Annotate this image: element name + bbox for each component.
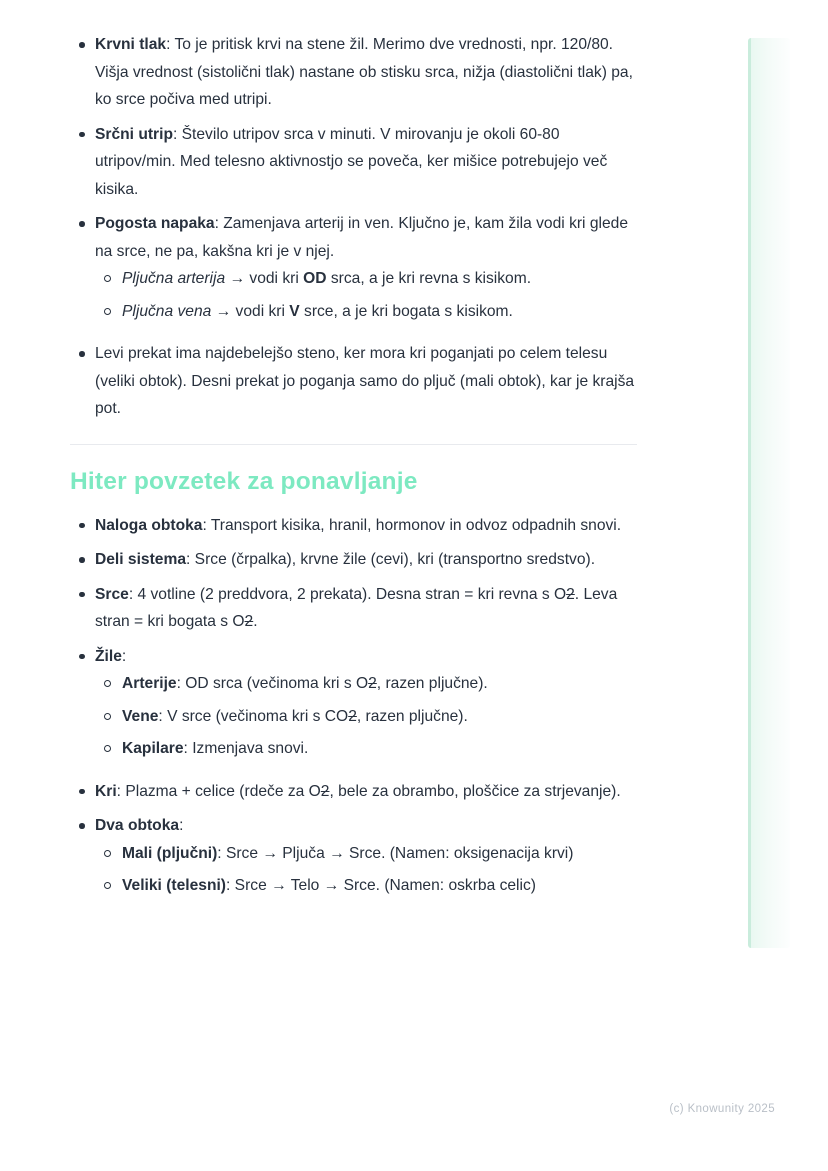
bullet-item <box>70 340 637 423</box>
text-segment: . <box>253 613 258 630</box>
text-segment: Kri <box>95 782 117 800</box>
text-segment: V <box>289 302 300 320</box>
bullet-item <box>70 643 637 771</box>
text-segment: Naloga obtoka <box>95 516 203 534</box>
text-segment: , bele za obrambo, ploščice za strjevanje). <box>329 782 621 800</box>
text-segment: : V srce (večinoma kri s CO <box>158 707 349 725</box>
sub-bullet-item <box>95 298 637 326</box>
text-segment: : 4 votline (2 preddvora, 2 prekata). Desna stran = kri revna s O <box>128 585 567 603</box>
text-segment: 2 <box>244 613 254 630</box>
text-segment: Deli sistema <box>95 551 187 568</box>
sub-bullet-item <box>95 872 637 900</box>
text-segment: : Srce (črpalka), krvne žile (cevi), kri (transportno sredstvo). <box>186 551 596 568</box>
sub-bullet-list <box>95 840 637 908</box>
text-segment: : Srce → Telo → Srce. (Namen: oskrba celic) <box>226 877 536 894</box>
sub-bullet-item <box>95 265 637 293</box>
bullet-item <box>70 778 637 806</box>
text-segment: , razen pljučne). <box>376 675 488 692</box>
text-segment: 2 <box>566 585 575 603</box>
text-segment: 2 <box>348 707 357 725</box>
text-segment: → vodi kri <box>225 270 304 287</box>
copyright-footer: (c) Knowunity 2025 <box>669 1103 775 1115</box>
text-segment: Arterije <box>122 675 177 692</box>
text-segment: Krvni tlak <box>95 36 167 53</box>
text-segment: : <box>179 817 184 834</box>
text-segment: : Število utripov srca v minuti. V mirovanju je okoli 60-80 utripov/min. Med telesno aktivnostjo se poveča, ker mišice potrebujejo več kisika. <box>95 125 608 198</box>
text-segment: Srce <box>95 585 129 603</box>
sub-bullet-list <box>95 265 637 333</box>
bullet-item <box>70 581 637 636</box>
text-segment: srca, a je kri revna s kisikom. <box>326 270 532 287</box>
text-segment: : Transport kisika, hranil, hormonov in odvoz odpadnih snovi. <box>202 516 622 534</box>
text-segment: Žile <box>95 647 122 665</box>
text-segment: 2 <box>368 675 377 692</box>
text-segment: : OD srca (večinoma kri s O <box>176 675 369 692</box>
sub-bullet-list <box>95 670 637 771</box>
text-segment: : Zamenjava arterij in ven. Ključno je, kam žila vodi kri glede na srce, ne pa, kakšna kri je v njej. <box>95 215 629 260</box>
sub-bullet-item <box>95 735 637 763</box>
sub-bullet-item <box>95 670 637 698</box>
bullet-list <box>70 31 637 423</box>
text-segment: Veliki (telesni) <box>122 877 227 894</box>
text-segment: , razen pljučne). <box>356 707 468 725</box>
text-segment: Mali (pljučni) <box>122 844 218 862</box>
text-segment: Pljučna vena <box>122 302 212 320</box>
bullet-item <box>70 31 637 114</box>
text-segment: Pljučna arterija <box>122 270 226 287</box>
text-segment: srce, a je kri bogata s kisikom. <box>299 302 513 320</box>
bullet-item <box>70 210 637 333</box>
section-divider <box>70 444 637 445</box>
text-segment: Levi prekat ima najdebelejšo steno, ker mora kri poganjati po celem telesu (veliki obtok). Desni prekat jo poganja samo do pljuč (mali obtok), kar je krajša pot. <box>95 345 635 417</box>
sub-bullet-item <box>95 703 637 731</box>
bullet-item <box>70 512 637 540</box>
text-segment: OD <box>303 270 327 287</box>
bullet-item <box>70 121 637 204</box>
page-edge-highlight-strip <box>748 38 790 948</box>
bullet-list <box>70 512 637 908</box>
sub-bullet-item <box>95 840 637 868</box>
bullet-item <box>70 546 637 574</box>
content-sections <box>70 31 637 908</box>
text-segment: Pogosta napaka <box>95 215 215 232</box>
text-segment: → vodi kri <box>211 302 290 320</box>
text-segment: Kapilare <box>122 740 184 757</box>
text-segment: Vene <box>122 707 159 725</box>
text-segment: : <box>121 647 127 665</box>
text-segment: : Izmenjava snovi. <box>183 740 309 757</box>
text-segment: . Leva stran = kri bogata s O <box>95 585 618 630</box>
text-segment: Dva obtoka <box>95 817 180 834</box>
text-segment: 2 <box>320 782 330 800</box>
text-segment: : Plazma + celice (rdeče za O <box>116 782 321 800</box>
section-heading: Hiter povzetek za ponavljanje <box>70 467 418 495</box>
bullet-item <box>70 812 637 908</box>
text-segment: : Srce → Pljuča → Srce. (Namen: oksigenacija krvi) <box>217 844 574 862</box>
text-segment: Srčni utrip <box>95 125 173 143</box>
text-segment: : To je pritisk krvi na stene žil. Merimo dve vrednosti, npr. 120/80. Višja vrednost (sistolični tlak) nastane ob stisku srca, nižja (diastolični tlak) pa, ko srce počiva med utripi. <box>95 36 633 108</box>
